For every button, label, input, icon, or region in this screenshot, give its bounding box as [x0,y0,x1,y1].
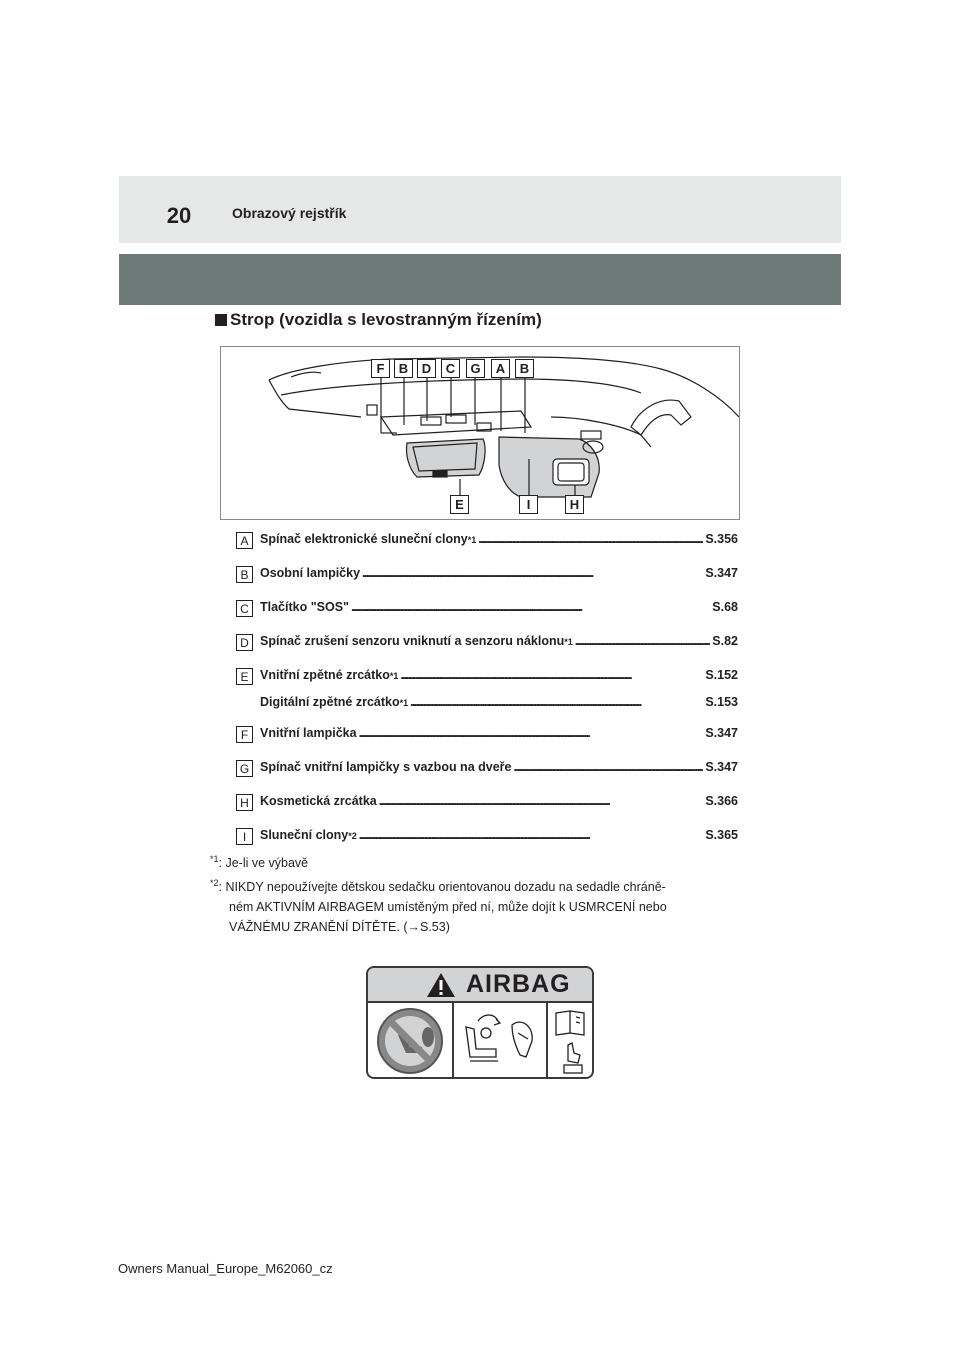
entry-page-link[interactable]: S.356 [705,532,738,546]
entry-text: Osobní lampičky [260,566,361,580]
entry-letter: I [236,828,253,845]
entry-letter: B [236,566,253,583]
entry-page-link[interactable]: S.347 [705,760,738,774]
entry-page-link[interactable]: S.82 [712,634,738,648]
callout-label: I [519,495,538,514]
callout-label: B [515,359,534,378]
page-number: 20 [166,203,192,228]
no-rear-facing-child-seat-icon [372,1005,448,1077]
airbag-word: AIRBAG [466,970,571,998]
entry-page-link[interactable]: S.365 [705,828,738,842]
callout-label: G [466,359,485,378]
panel-divider [452,1003,454,1079]
read-manual-icon [550,1005,594,1077]
index-entry [236,600,738,620]
callout-label: D [417,359,436,378]
warning-triangle-icon [426,972,456,998]
entry-page-link[interactable]: S.153 [705,695,738,709]
panel-divider [546,1003,548,1079]
callout-label: C [441,359,460,378]
entry-text: Spínač zrušení senzoru vniknutí a senzoru náklonu [260,634,565,648]
child-seat-airbag-icon [456,1005,544,1077]
callout-label: A [491,359,510,378]
callout-label: H [565,495,584,514]
callout-label: E [450,495,469,514]
index-entry [236,794,738,814]
entry-letter: E [236,668,253,685]
entry-letter: G [236,760,253,777]
footnote-mark: *1 [210,853,219,864]
header-title: Obrazový rejstřík [232,205,347,221]
header-band [119,176,841,243]
footnote-text-line: VÁŽNÉMU ZRANĚNÍ DÍTĚTE. (→S.53) [229,920,450,934]
footnote-1 [210,853,750,873]
callout-label: F [371,359,390,378]
entry-letter: H [236,794,253,811]
entry-letter: C [236,600,253,617]
entry-page-link[interactable]: S.347 [705,726,738,740]
footnote-mark: *2 [210,877,219,888]
entry-text: Spínač vnitřní lampičky s vazbou na dveře [260,760,512,774]
footer-text: Owners Manual_Europe_M62060_cz [118,1261,333,1276]
footnote-2 [210,877,750,937]
callout-label: B [394,359,413,378]
entry-letter: A [236,532,253,549]
entry-page-link[interactable]: S.152 [705,668,738,682]
index-entry: E Vnitřní zpětné zrcátko *1 . . . S.152 [236,668,738,688]
footnote-text-line: ném AKTIVNÍM AIRBAGEM umístěným před ní, může dojít k USMRCENÍ nebo [229,900,667,914]
section-title: Strop (vozidla s levostranným řízením) [230,310,542,329]
entry-text: Sluneční clony [260,828,349,842]
header-dark-band [119,254,841,305]
entry-letter: D [236,634,253,651]
entry-text: Kosmetická zrcátka [260,794,377,808]
entry-text: Vnitřní lampička [260,726,357,740]
entry-text: Spínač elektronické sluneční clony [260,532,468,546]
entry-text: Digitální zpětné zrcátko [260,695,400,709]
airbag-warning-label [366,966,594,1079]
footnote-text: : NIKDY nepoužívejte dětskou sedačku orientovanou dozadu na sedadle chráně- [218,880,666,894]
index-entry: A Spínač elektronické sluneční clony *1 . . . S.356 [236,532,738,552]
entry-page-link[interactable]: S.366 [705,794,738,808]
entry-page-link[interactable]: S.347 [705,566,738,580]
index-entry: D Spínač zrušení senzoru vniknutí a senzoru náklonu *1 . . . S.82 [236,634,738,654]
entry-text: Vnitřní zpětné zrcátko [260,668,390,682]
index-entry [236,726,738,746]
footnote-text: : Je-li ve výbavě [218,856,309,870]
entry-page-link[interactable]: S.68 [712,600,738,614]
ceiling-illustration [220,346,740,520]
index-entry: Digitální zpětné zrcátko *1 . . . S.153 [236,695,738,715]
index-entry: I Sluneční clony *2 . . . S.365 [236,828,738,848]
square-bullet-icon [215,314,227,326]
index-entry [236,760,738,780]
index-entry [236,566,738,586]
entry-text: Tlačítko "SOS" [260,600,349,614]
section-heading [215,310,542,330]
entry-letter: F [236,726,253,743]
